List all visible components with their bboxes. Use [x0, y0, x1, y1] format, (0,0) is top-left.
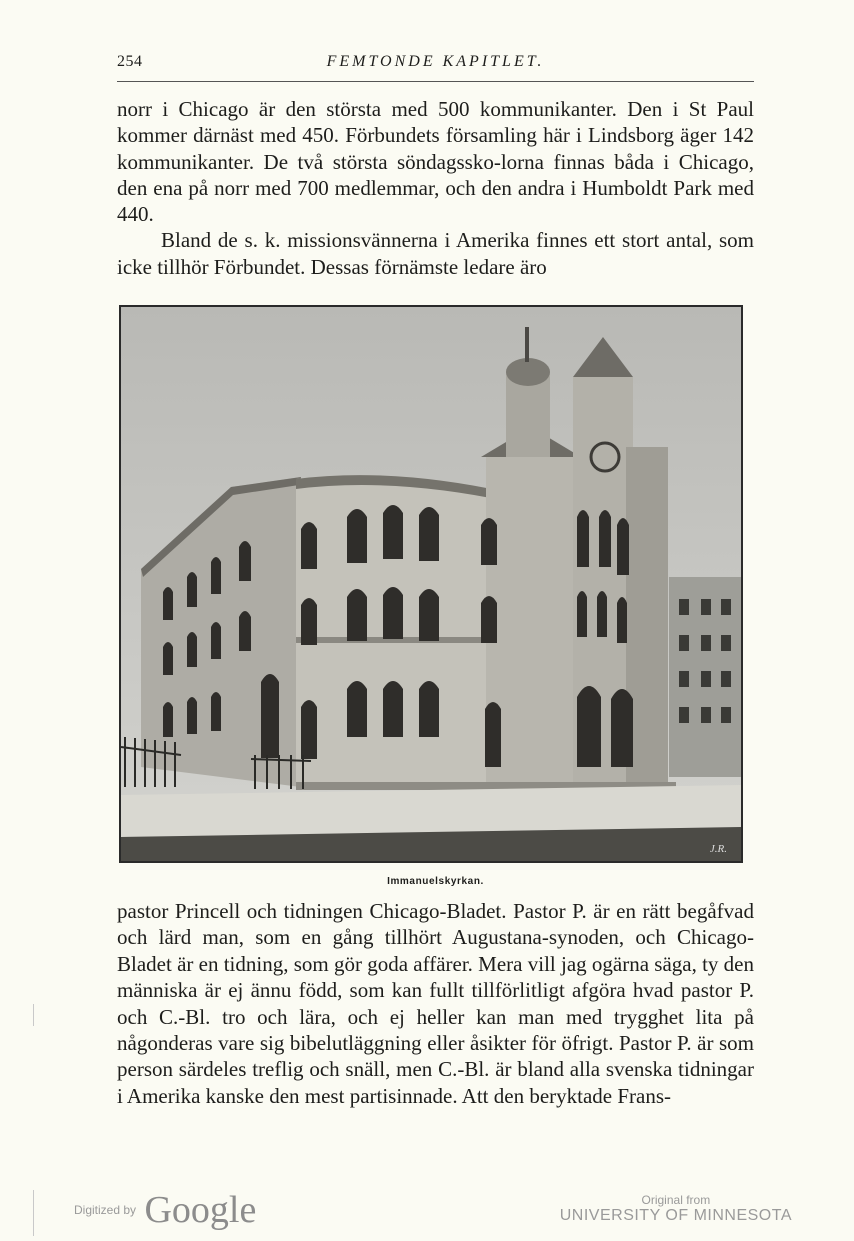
top-text-block [117, 96, 754, 280]
digitized-by-label: Digitized by [74, 1203, 137, 1217]
margin-mark [33, 1190, 34, 1236]
original-from-label: Original from [641, 1193, 711, 1207]
original-from-watermark [560, 1193, 792, 1225]
page-number: 254 [117, 53, 143, 70]
header-rule [117, 81, 754, 82]
paragraph-princell: pastor Princell och tidningen Chicago-Bladet. Pastor P. är en rätt begåfvad och lärd man, som en gång tillhört Augustana-synoden, och Chicago-Bladet är en tidning, som gör goda affärer. Mera vill jag ogärna säga, ty den människa är ej ännu född, som kan fullt tillförlitligt afgöra hvad pastor P. och C.-Bl. tro och lära, och ej heller kan man med trygghet lita på någonderas vare sig bibelutläggning eller åsikter för öfrigt. Pastor P. är som person särdeles treflig och snäll, men C.-Bl. är bland alla svenska tidningar i Amerika kanske den mest partisinnade. Att den beryktade Frans- [117, 899, 754, 1108]
page-header [117, 53, 754, 77]
google-logo: Google [144, 1189, 257, 1231]
neighbor-building [669, 577, 741, 777]
running-head: FEMTONDE KAPITLET. [326, 53, 545, 70]
figure-caption: Immanuelskyrkan. [387, 876, 484, 887]
paragraph-missionsvannerna: Bland de s. k. missionsvännerna i Amerika finnes ett stort antal, som icke tillhör Förbundet. Dessas förnämste ledare äro [117, 228, 754, 279]
digitized-by-watermark [74, 1188, 256, 1232]
university-label: UNIVERSITY OF MINNESOTA [559, 1207, 792, 1224]
bottom-text-block [117, 898, 754, 1109]
margin-mark [33, 1004, 34, 1026]
engraver-signature: J.R. [709, 843, 727, 855]
church-engraving [119, 305, 743, 863]
paragraph-continuation: norr i Chicago är den största med 500 kommunikanter. Den i St Paul kommer därnäst med 450. Förbundets församling här i Lindsborg äger 142 kommunikanter. De två största söndagssko-lorna finnas båda i Chicago, den ena på norr med 700 medlemmar, och den andra i Humboldt Park med 440. [117, 97, 754, 227]
